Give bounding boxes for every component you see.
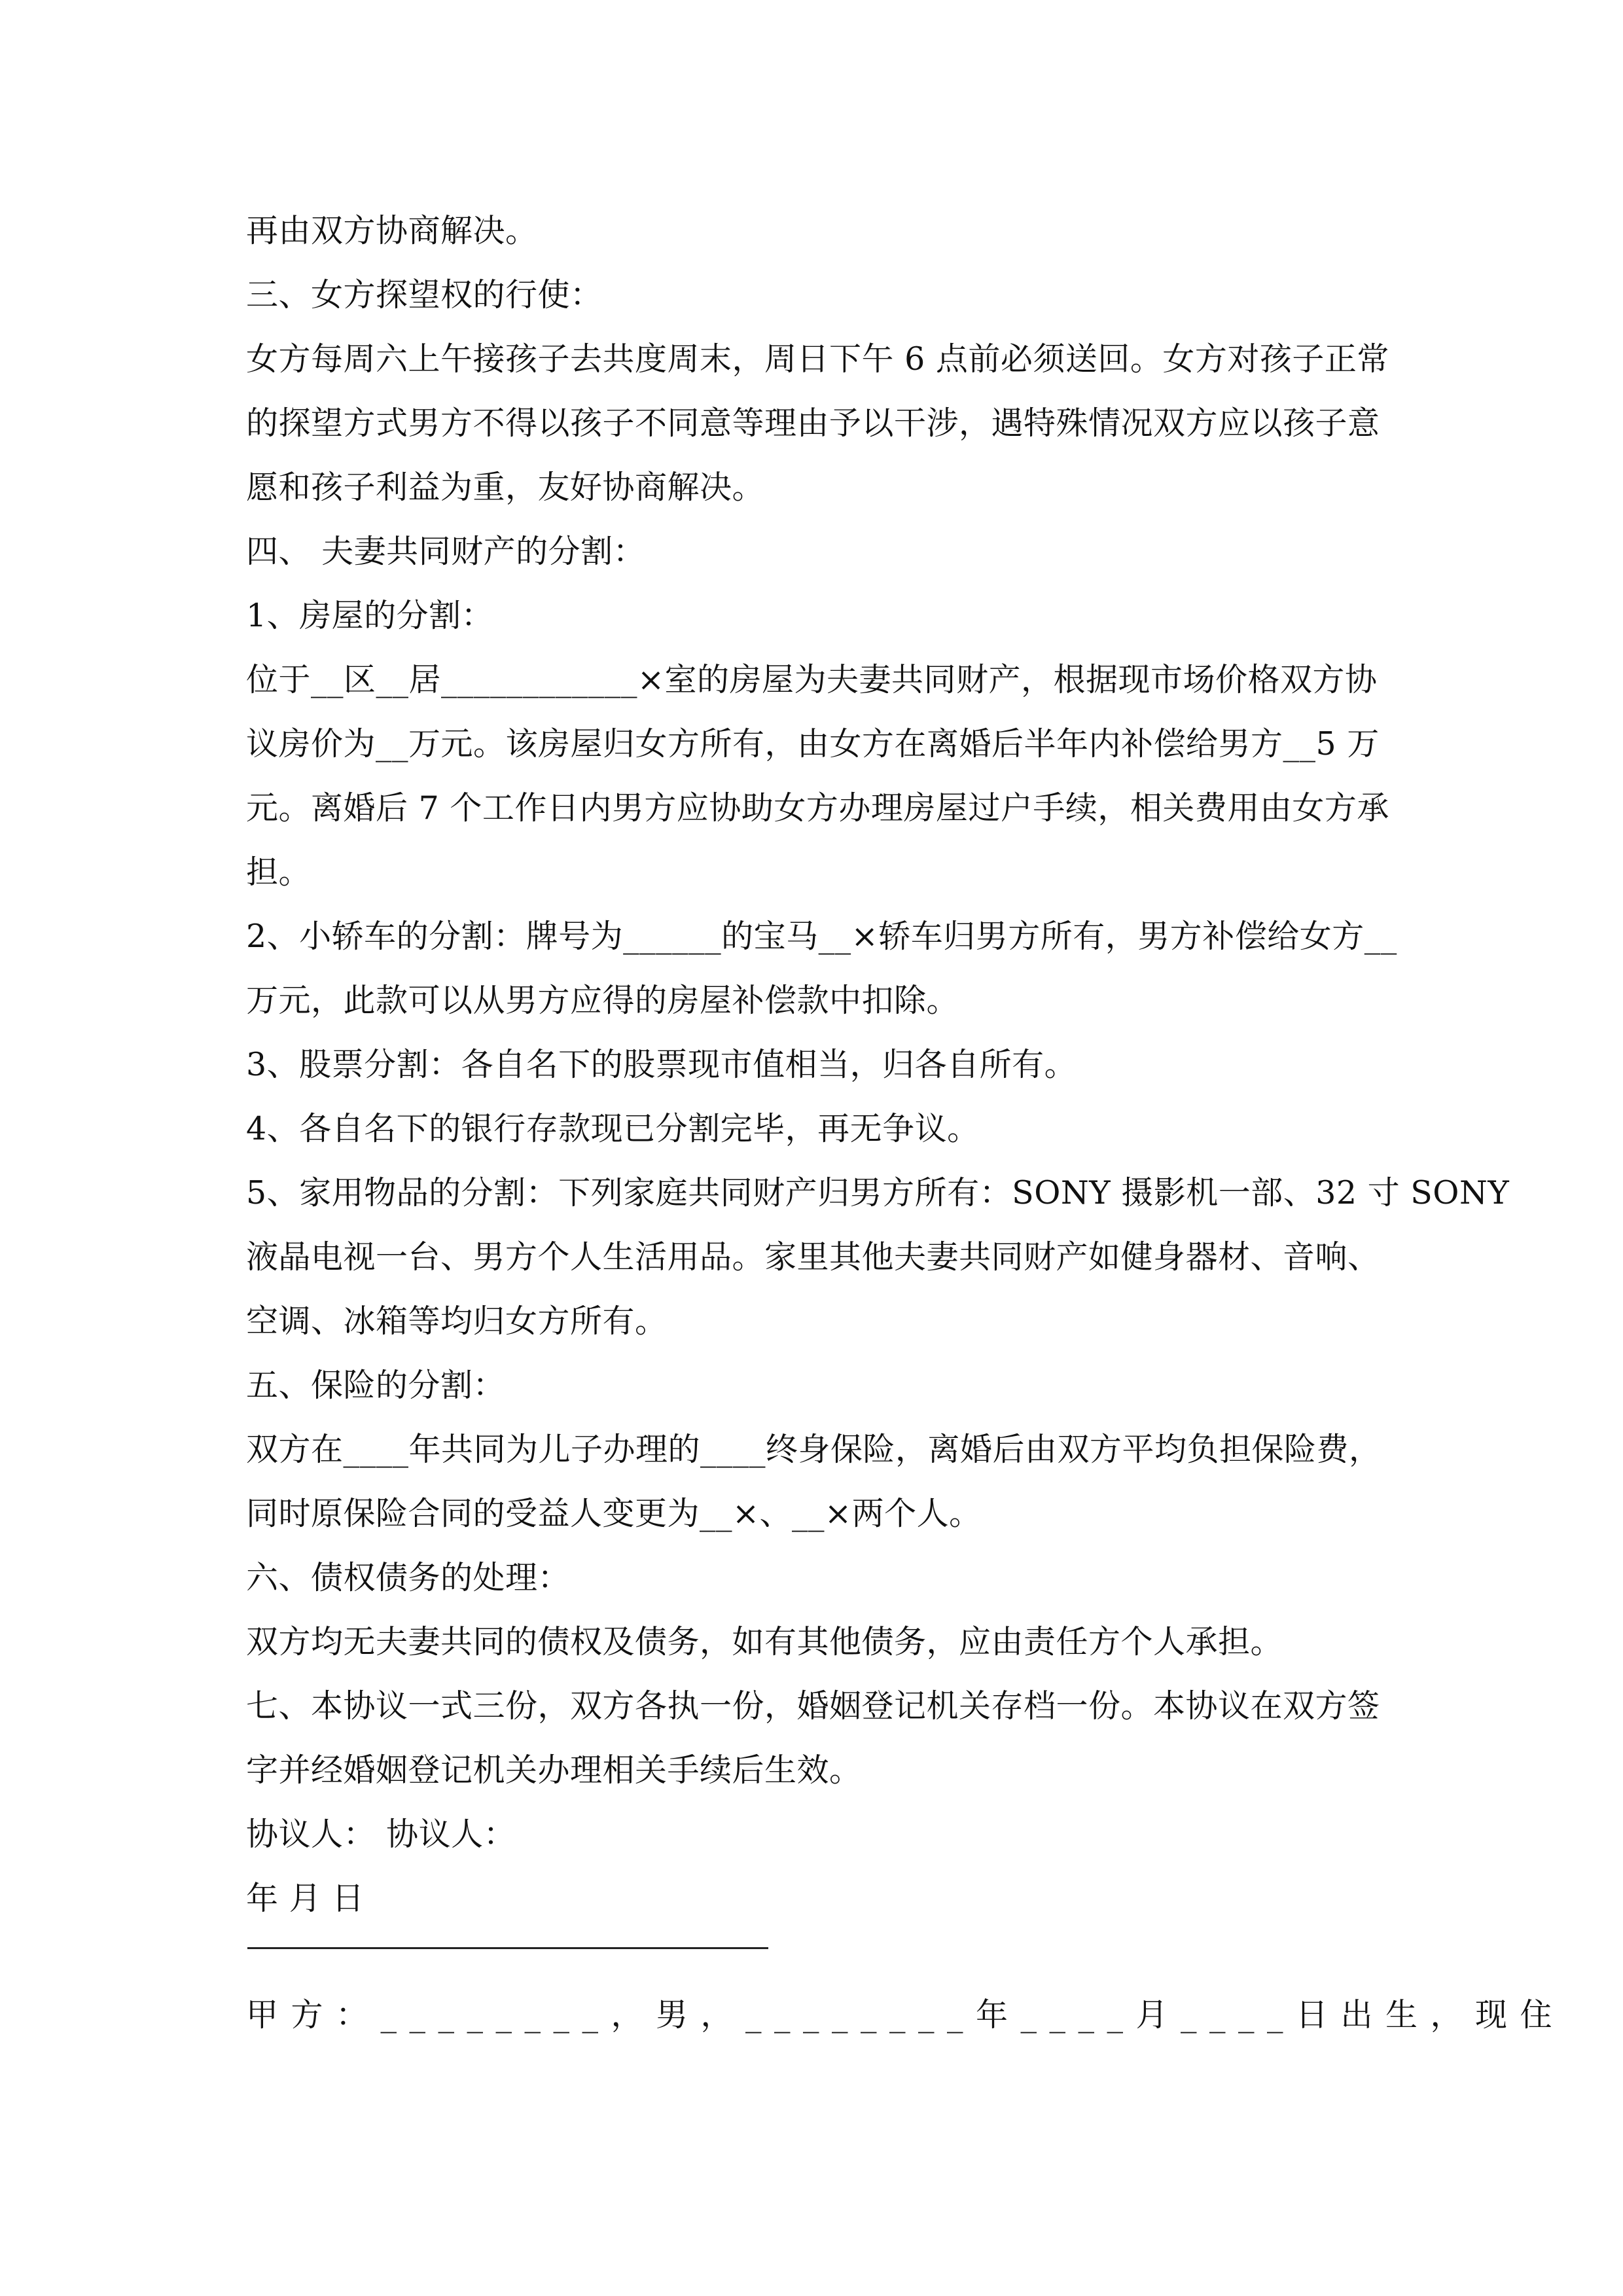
text-line: 同时原保险合同的受益人变更为__×、__×两个人。 bbox=[246, 1495, 982, 1532]
text-line: 万元，此款可以从男方应得的房屋补偿款中扣除。 bbox=[246, 982, 959, 1019]
text-line: 再由双方协商解决。 bbox=[246, 212, 538, 249]
section-heading-copies: 七、本协议一式三份，双方各执一份，婚姻登记机关存档一份。本协议在双方签 bbox=[246, 1687, 1380, 1725]
text-line: 空调、冰箱等均归女方所有。 bbox=[246, 1302, 668, 1340]
subheading-stocks: 3、股票分割：各自名下的股票现市值相当，归各自所有。 bbox=[246, 1046, 1077, 1083]
text-line: 位于__区__居____________×室的房屋为夫妻共同财产，根据现市场价格双方协 bbox=[246, 661, 1378, 698]
text-line: 液晶电视一台、男方个人生活用品。家里其他夫妻共同财产如健身器材、音响、 bbox=[246, 1238, 1380, 1276]
document-body bbox=[246, 199, 1510, 1931]
subheading-car: 2、小轿车的分割：牌号为______的宝马__×轿车归男方所有，男方补偿给女方__ bbox=[246, 918, 1397, 955]
text-line: 女方每周六上午接孩子去共度周末，周日下午 6 点前必须送回。女方对孩子正常 bbox=[246, 340, 1389, 378]
subheading-household: 5、家用物品的分割：下列家庭共同财产归男方所有：SONY 摄影机一部、32 寸 SONY bbox=[246, 1174, 1510, 1211]
text-line: 双方在____年共同为儿子办理的____终身保险，离婚后由双方平均负担保险费， bbox=[246, 1431, 1382, 1468]
section-heading-insurance: 五、保险的分割： bbox=[246, 1367, 506, 1404]
text-line: 元。离婚后 7 个工作日内男方应协助女方办理房屋过户手续，相关费用由女方承 bbox=[246, 789, 1389, 827]
signatories-line: 协议人： 协议人： bbox=[246, 1816, 516, 1853]
text-line: 双方均无夫妻共同的债权及债务，如有其他债务，应由责任方个人承担。 bbox=[246, 1623, 1283, 1660]
text-line: 愿和孩子利益为重，友好协商解决。 bbox=[246, 469, 765, 506]
subheading-house: 1、房屋的分割： bbox=[246, 597, 494, 634]
section-heading-property: 四、 夫妻共同财产的分割： bbox=[246, 533, 646, 570]
date-line: 年 月 日 bbox=[246, 1880, 365, 1917]
section-heading-debts: 六、债权债务的处理： bbox=[246, 1559, 571, 1596]
text-line: 担。 bbox=[246, 853, 312, 891]
subheading-deposits: 4、各自名下的银行存款现已分割完毕，再无争议。 bbox=[246, 1110, 980, 1147]
party-a-line: 甲方：________，男，________年____月____日出生，现住 bbox=[246, 1996, 1565, 2034]
text-line: 字并经婚姻登记机关办理相关手续后生效。 bbox=[246, 1751, 862, 1789]
text-line: 议房价为__万元。该房屋归女方所有，由女方在离婚后半年内补偿给男方__5 万 bbox=[246, 725, 1380, 762]
text-line: 的探望方式男方不得以孩子不同意等理由予以干涉，遇特殊情况双方应以孩子意 bbox=[246, 404, 1380, 442]
section-heading-visitation: 三、女方探望权的行使： bbox=[246, 276, 603, 314]
separator-rule bbox=[247, 1947, 768, 1949]
